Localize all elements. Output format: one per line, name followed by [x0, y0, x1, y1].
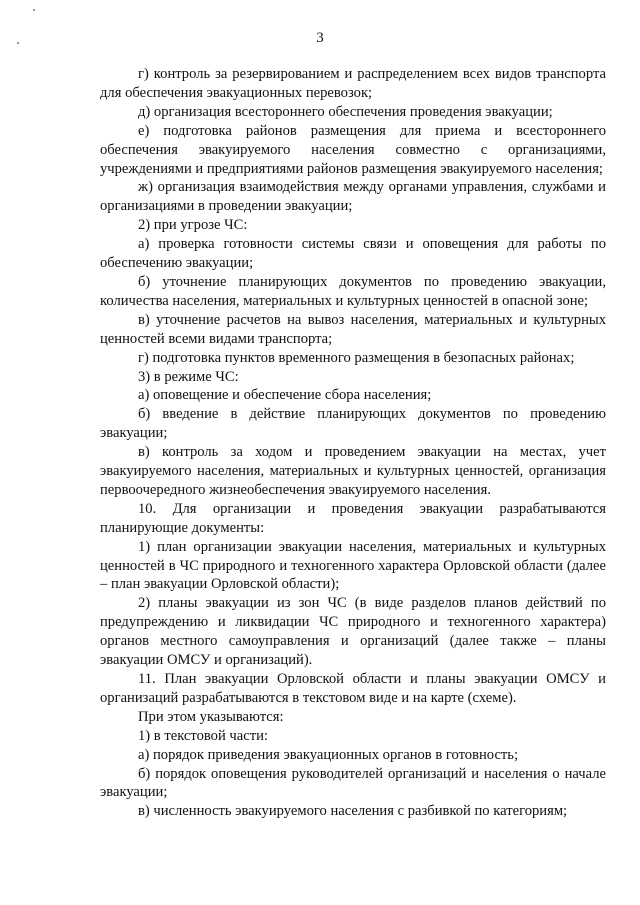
paragraph: 1) в текстовой части:	[138, 727, 268, 744]
paragraph: б) введение в действие планирующих документов по проведению эвакуации;	[100, 406, 606, 442]
paragraph: е) подготовка районов размещения для приема и всестороннего обеспечения эвакуируемого населения совместно с организациями, учреждениями и предприятиями районов размещения эвакуируемого населения;	[100, 122, 606, 177]
page-number: 3	[316, 30, 324, 46]
paragraph: а) порядок приведения эвакуационных органов в готовность;	[138, 746, 519, 763]
paragraph: 1) план организации эвакуации населения, материальных и культурных ценностей в ЧС природного и техногенного характера Орловской области (далее – план эвакуации Орловской области);	[100, 538, 606, 593]
paragraph: в) уточнение расчетов на вывоз населения, материальных и культурных ценностей всеми видами транспорта;	[100, 311, 606, 347]
paragraph: 2) при угрозе ЧС:	[138, 217, 248, 234]
paragraph: 11. План эвакуации Орловской области и планы эвакуации ОМСУ и организаций разрабатываются в текстовом виде и на карте (схеме).	[100, 671, 606, 706]
paragraph: д) организация всестороннего обеспечения проведения эвакуации;	[138, 103, 553, 120]
paragraph: При этом указываются:	[138, 708, 284, 725]
paragraph: а) оповещение и обеспечение сбора населения;	[138, 387, 432, 404]
paragraph: г) подготовка пунктов временного размещения в безопасных районах;	[138, 349, 575, 366]
paragraph: в) контроль за ходом и проведением эвакуации на местах, учет эвакуируемого населения, материальных и культурных ценностей, организация первоочередного жизнеобеспечения эвакуируемого населения.	[100, 444, 606, 498]
paragraph: б) порядок оповещения руководителей организаций и населения о начале эвакуации;	[100, 765, 606, 801]
body-text	[100, 65, 606, 821]
paragraph: 2) планы эвакуации из зон ЧС (в виде разделов планов действий по предупреждению и ликвидации ЧС природного и техногенного характера) органов местного самоуправления и организаций (далее также – планы эвакуации ОМСУ и организаций).	[100, 595, 606, 669]
paragraph: 10. Для организации и проведения эвакуации разрабатываются планирующие документы:	[100, 500, 606, 536]
paragraph: г) контроль за резервированием и распределением всех видов транспорта для обеспечения эвакуационных перевозок;	[100, 66, 606, 101]
paragraph: 3) в режиме ЧС:	[138, 368, 239, 385]
paragraph: б) уточнение планирующих документов по проведению эвакуации, количества населения, материальных и культурных ценностей в опасной зоне;	[100, 273, 606, 309]
paragraph: а) проверка готовности системы связи и оповещения для работы по обеспечению эвакуации;	[100, 236, 606, 272]
scan-speck	[33, 9, 35, 11]
paragraph: ж) организация взаимодействия между органами управления, службами и организациями в проведении эвакуации;	[100, 179, 606, 215]
paragraph: в) численность эвакуируемого населения с разбивкой по категориям;	[138, 803, 568, 820]
